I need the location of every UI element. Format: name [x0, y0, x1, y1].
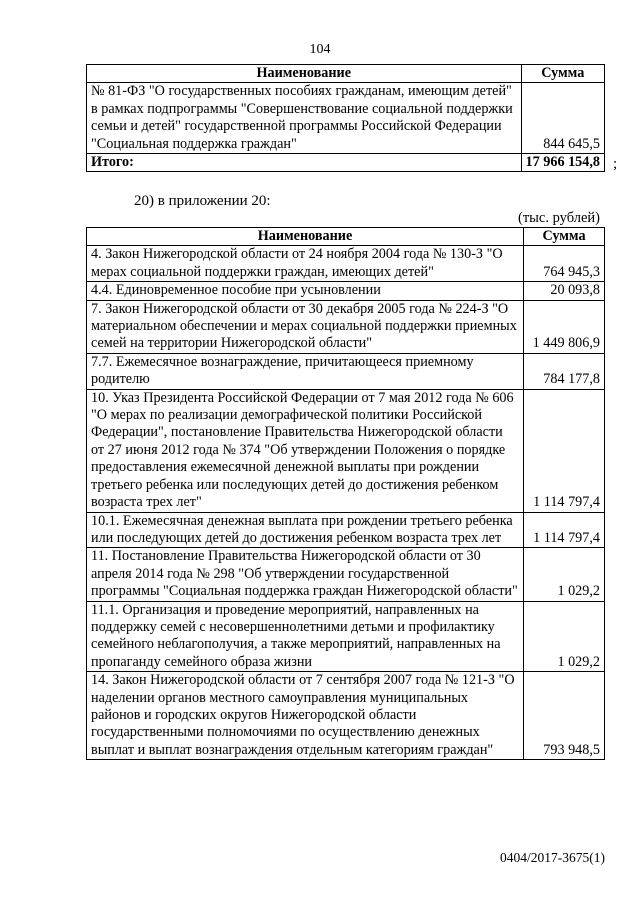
column-header-name: Наименование — [87, 65, 522, 83]
column-header-sum: Сумма — [521, 65, 604, 83]
table-row — [87, 548, 605, 601]
appropriations-table-continued — [86, 64, 605, 172]
column-header-sum: Сумма — [524, 228, 605, 246]
row-name: № 81-ФЗ "О государственных пособиях гражданам, имеющим детей" в рамках подпрограммы "Совершенствование социальной поддержки семьи и детей" государственной программы Российской Федерации "Социальная поддержка граждан" — [87, 83, 522, 154]
row-name: 14. Закон Нижегородской области от 7 сентября 2007 года № 121-З "О наделении органов местного самоуправления муниципальных районов и городских округов Нижегородской области государственными полномочиями по осуществлению денежных выплат и выплат вознаграждения отдельным категориям граждан" — [87, 672, 524, 760]
table-row — [87, 389, 605, 512]
row-name: 4. Закон Нижегородской области от 24 ноября 2004 года № 130-З "О мерах социальной поддержки граждан, имеющих детей" — [87, 246, 524, 282]
document-code: 0404/2017-3675(1) — [500, 850, 605, 865]
row-name: 10. Указ Президента Российской Федерации от 7 мая 2012 года № 606 "О мерах по реализации демографической политики Российской Федерации", постановление Правительства Нижегородской области от 27 июня 2012 года № 374 "Об утверждении Положения о порядке предоставления ежемесячной денежной выплаты при рождении третьего ребенка или последующих детей до достижения ребенком возраста трех лет" — [87, 389, 524, 512]
row-sum: 793 948,5 — [524, 672, 605, 760]
row-sum: 764 945,3 — [524, 246, 605, 282]
units-label: (тыс. рублей) — [518, 210, 600, 226]
column-header-name: Наименование — [87, 228, 524, 246]
row-sum: 784 177,8 — [524, 353, 605, 389]
row-name: 11.1. Организация и проведение мероприятий, направленных на поддержку семей с несовершеннолетними детьми и профилактику семейного неблагополучия, а также мероприятий, направленных на пропаганду семейного образа жизни — [87, 601, 524, 672]
table-row — [87, 601, 605, 672]
table-row — [87, 246, 605, 282]
table-header-row — [87, 228, 605, 246]
row-name: 7. Закон Нижегородской области от 30 декабря 2005 года № 224-З "О материальном обеспечении и мерах социальной поддержки приемных семей на территории Нижегородской области" — [87, 300, 524, 353]
total-label: Итого: — [87, 154, 522, 172]
table-row — [87, 300, 605, 353]
row-name: 7.7. Ежемесячное вознаграждение, причитающееся приемному родителю — [87, 353, 524, 389]
page-number: 104 — [309, 42, 331, 57]
row-sum: 1 029,2 — [524, 601, 605, 672]
row-sum: 20 093,8 — [524, 282, 605, 300]
row-sum: 1 114 797,4 — [524, 389, 605, 512]
row-name: 4.4. Единовременное пособие при усыновлении — [87, 282, 524, 300]
row-name: 11. Постановление Правительства Нижегородской области от 30 апреля 2014 года № 298 "Об утверждении государственной программы "Социальная поддержка граждан Нижегородской области" — [87, 548, 524, 601]
table-row — [87, 282, 605, 300]
table-header-row — [87, 65, 605, 83]
table-row — [87, 83, 605, 154]
table-trailing-semicolon: ; — [613, 156, 618, 172]
row-sum: 844 645,5 — [521, 83, 604, 154]
row-sum: 1 029,2 — [524, 548, 605, 601]
row-name: 10.1. Ежемесячная денежная выплата при рождении третьего ребенка или последующих детей до достижения ребенком возраста трех лет — [87, 512, 524, 548]
total-sum: 17 966 154,8 — [521, 154, 604, 172]
table-row — [87, 672, 605, 760]
table-row — [87, 353, 605, 389]
appendix-20-table — [86, 227, 605, 760]
section-intro: 20) в приложении 20: — [134, 193, 271, 209]
row-sum: 1 449 806,9 — [524, 300, 605, 353]
table-row — [87, 512, 605, 548]
row-sum: 1 114 797,4 — [524, 512, 605, 548]
total-row — [87, 154, 605, 172]
